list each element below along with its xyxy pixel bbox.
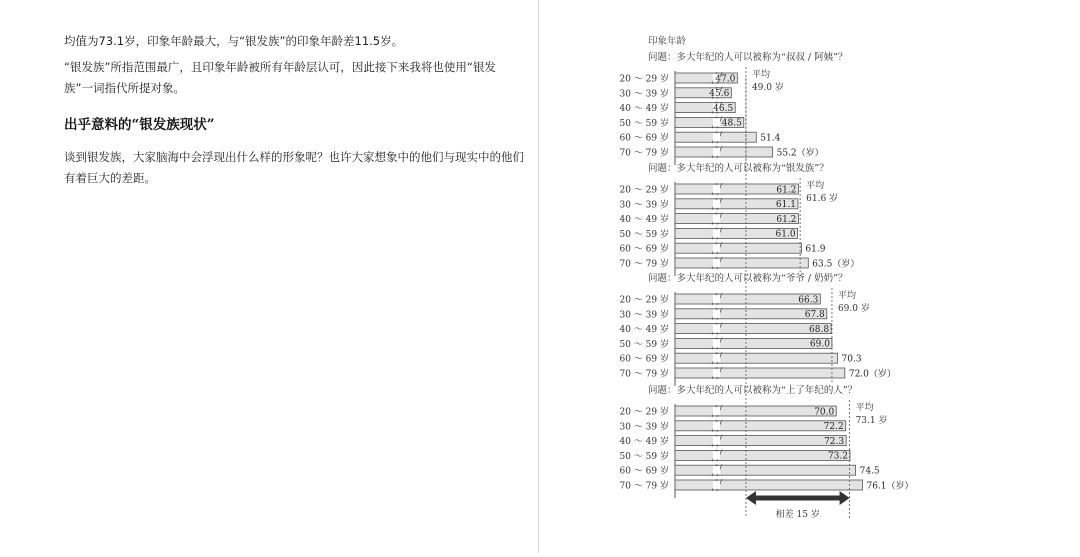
axis-break-gap — [713, 200, 720, 208]
category-label: 20 ～ 29 岁 — [619, 407, 669, 418]
bar-value-label: 76.1（岁） — [866, 481, 914, 492]
category-label: 60 ～ 69 岁 — [619, 354, 669, 365]
category-label: 30 ～ 39 岁 — [619, 200, 669, 211]
chart-panel-3 — [620, 272, 896, 386]
bar — [675, 436, 846, 446]
category-label: 20 ～ 29 岁 — [619, 185, 669, 196]
average-label: 平均 — [855, 403, 874, 413]
axis-break-gap — [713, 339, 720, 347]
category-label: 70 ～ 79 岁 — [619, 148, 669, 159]
panel-question: 问题：多大年纪的人可以被称为“银发族”？ — [648, 163, 829, 174]
bar — [675, 421, 846, 431]
bar — [675, 465, 856, 475]
bar-value-label: 70.0 — [814, 407, 835, 418]
category-label: 60 ～ 69 岁 — [619, 133, 669, 144]
axis-break-gap — [713, 369, 720, 377]
axis-break-gap — [713, 229, 720, 237]
bar — [675, 450, 850, 460]
category-label: 40 ～ 49 岁 — [619, 104, 669, 115]
bar-value-label: 61.2 — [776, 185, 797, 196]
axis-break-gap — [713, 437, 720, 445]
bar — [675, 368, 845, 378]
diff-arrow-head-left — [746, 491, 756, 505]
bar — [675, 243, 801, 253]
axis-break-gap — [713, 481, 720, 489]
average-value-label: 73.1 岁 — [855, 416, 888, 426]
panel-question: 问题：多大年纪的人可以被称为“叔叔 / 阿姨”？ — [648, 52, 848, 63]
panel-question: 问题：多大年纪的人可以被称为“上了年纪的人”？ — [648, 385, 858, 396]
average-value-label: 61.6 岁 — [806, 194, 839, 204]
category-label: 50 ～ 59 岁 — [619, 118, 669, 129]
diff-arrow-shaft — [754, 496, 842, 501]
chart-panel-4 — [620, 384, 914, 498]
bar — [675, 147, 773, 157]
bar-value-label: 72.2 — [823, 422, 844, 433]
bar — [675, 258, 808, 268]
axis-break-gap — [713, 148, 720, 156]
category-label: 50 ～ 59 岁 — [619, 451, 669, 462]
bar-value-label: 72.3 — [824, 436, 845, 447]
axis-break-gap — [713, 259, 720, 267]
axis-break-gap — [713, 133, 720, 141]
bar-value-label: 74.5 — [859, 466, 880, 477]
average-value-label: 69.0 岁 — [837, 304, 870, 314]
bar — [675, 480, 862, 490]
bar-value-label: 70.3 — [841, 354, 862, 365]
category-label: 60 ～ 69 岁 — [619, 244, 669, 255]
category-label: 30 ～ 39 岁 — [619, 310, 669, 321]
bar-value-label: 61.2 — [776, 214, 797, 225]
chart-title: 印象年龄 — [648, 36, 687, 47]
axis-break-gap — [713, 118, 720, 126]
panel-question: 问题：多大年纪的人可以被称为“爷爷 / 奶奶”？ — [648, 273, 848, 284]
axis-break-gap — [713, 295, 720, 303]
category-label: 40 ～ 49 岁 — [619, 215, 669, 226]
axis-break-gap — [713, 244, 720, 252]
category-label: 70 ～ 79 岁 — [619, 369, 669, 380]
bar — [675, 338, 832, 348]
category-label: 70 ～ 79 岁 — [619, 481, 669, 492]
axis-break-gap — [713, 407, 720, 415]
section-heading: 出乎意料的“银发族现状” — [64, 117, 215, 133]
bar-value-label: 69.0 — [809, 339, 830, 350]
bar-value-label: 55.2（岁） — [776, 148, 824, 159]
category-label: 40 ～ 49 岁 — [619, 325, 669, 336]
category-label: 50 ～ 59 岁 — [619, 229, 669, 240]
axis-break-gap — [713, 354, 720, 362]
bar-value-label: 61.9 — [805, 244, 826, 255]
average-label: 平均 — [751, 70, 770, 80]
bar-value-label: 72.0（岁） — [848, 369, 896, 380]
bar-value-label: 61.1 — [775, 200, 796, 211]
category-label: 50 ～ 59 岁 — [619, 339, 669, 350]
bar — [675, 324, 831, 334]
average-value-label: 49.0 岁 — [751, 83, 784, 93]
chart-panel-2 — [620, 162, 860, 276]
bar-value-label: 73.2 — [827, 451, 849, 462]
bar-value-label: 66.3 — [798, 295, 819, 306]
right-page — [539, 0, 1080, 553]
bar-value-label: 51.4 — [760, 133, 781, 144]
difference-label: 相差 15 岁 — [775, 510, 820, 520]
axis-break-gap — [713, 325, 720, 333]
bar-value-label: 68.8 — [809, 324, 830, 335]
category-label: 30 ～ 39 岁 — [619, 89, 669, 100]
paragraph-1: 均值为73.1岁，印象年龄最大，与“银发族”的印象年龄差11.5岁。 — [64, 34, 404, 48]
bar-value-label: 47.0 — [715, 74, 736, 85]
axis-break-gap — [713, 466, 720, 474]
paragraph-3: 谈到银发族，大家脑海中会浮现出什么样的形象呢？也许大家想象中的他们与现实中的他们有着巨大的差距。 — [64, 150, 524, 185]
average-label: 平均 — [806, 181, 825, 191]
left-page — [0, 0, 538, 553]
axis-break-gap — [713, 310, 720, 318]
category-label: 70 ～ 79 岁 — [619, 259, 669, 270]
category-label: 60 ～ 69 岁 — [619, 466, 669, 477]
average-label: 平均 — [837, 291, 856, 301]
bar-value-label: 63.5（岁） — [812, 259, 860, 270]
category-label: 40 ～ 49 岁 — [619, 437, 669, 448]
axis-break-gap — [713, 215, 720, 223]
category-label: 30 ～ 39 岁 — [619, 422, 669, 433]
bar-value-label: 61.0 — [775, 229, 796, 240]
category-label: 20 ～ 29 岁 — [619, 74, 669, 85]
bar — [675, 353, 838, 363]
impression-age-chart — [539, 0, 1080, 553]
bar — [675, 406, 836, 416]
axis-break-gap — [713, 451, 720, 459]
category-label: 20 ～ 29 岁 — [619, 295, 669, 306]
bar-value-label: 45.6 — [709, 89, 730, 100]
axis-break-gap — [713, 185, 720, 193]
bar-value-label: 67.8 — [804, 310, 825, 321]
axis-break-gap — [713, 422, 720, 430]
bar-value-label: 46.5 — [713, 103, 734, 114]
chart-panel-1 — [620, 51, 848, 165]
paragraph-2: “银发族”所指范围最广，且印象年龄被所有年龄层认可，因此接下来我将也使用“银发族”一词指代所提对象。 — [64, 60, 496, 95]
bar-value-label: 48.5 — [721, 118, 742, 129]
diff-arrow-head-right — [840, 491, 850, 505]
